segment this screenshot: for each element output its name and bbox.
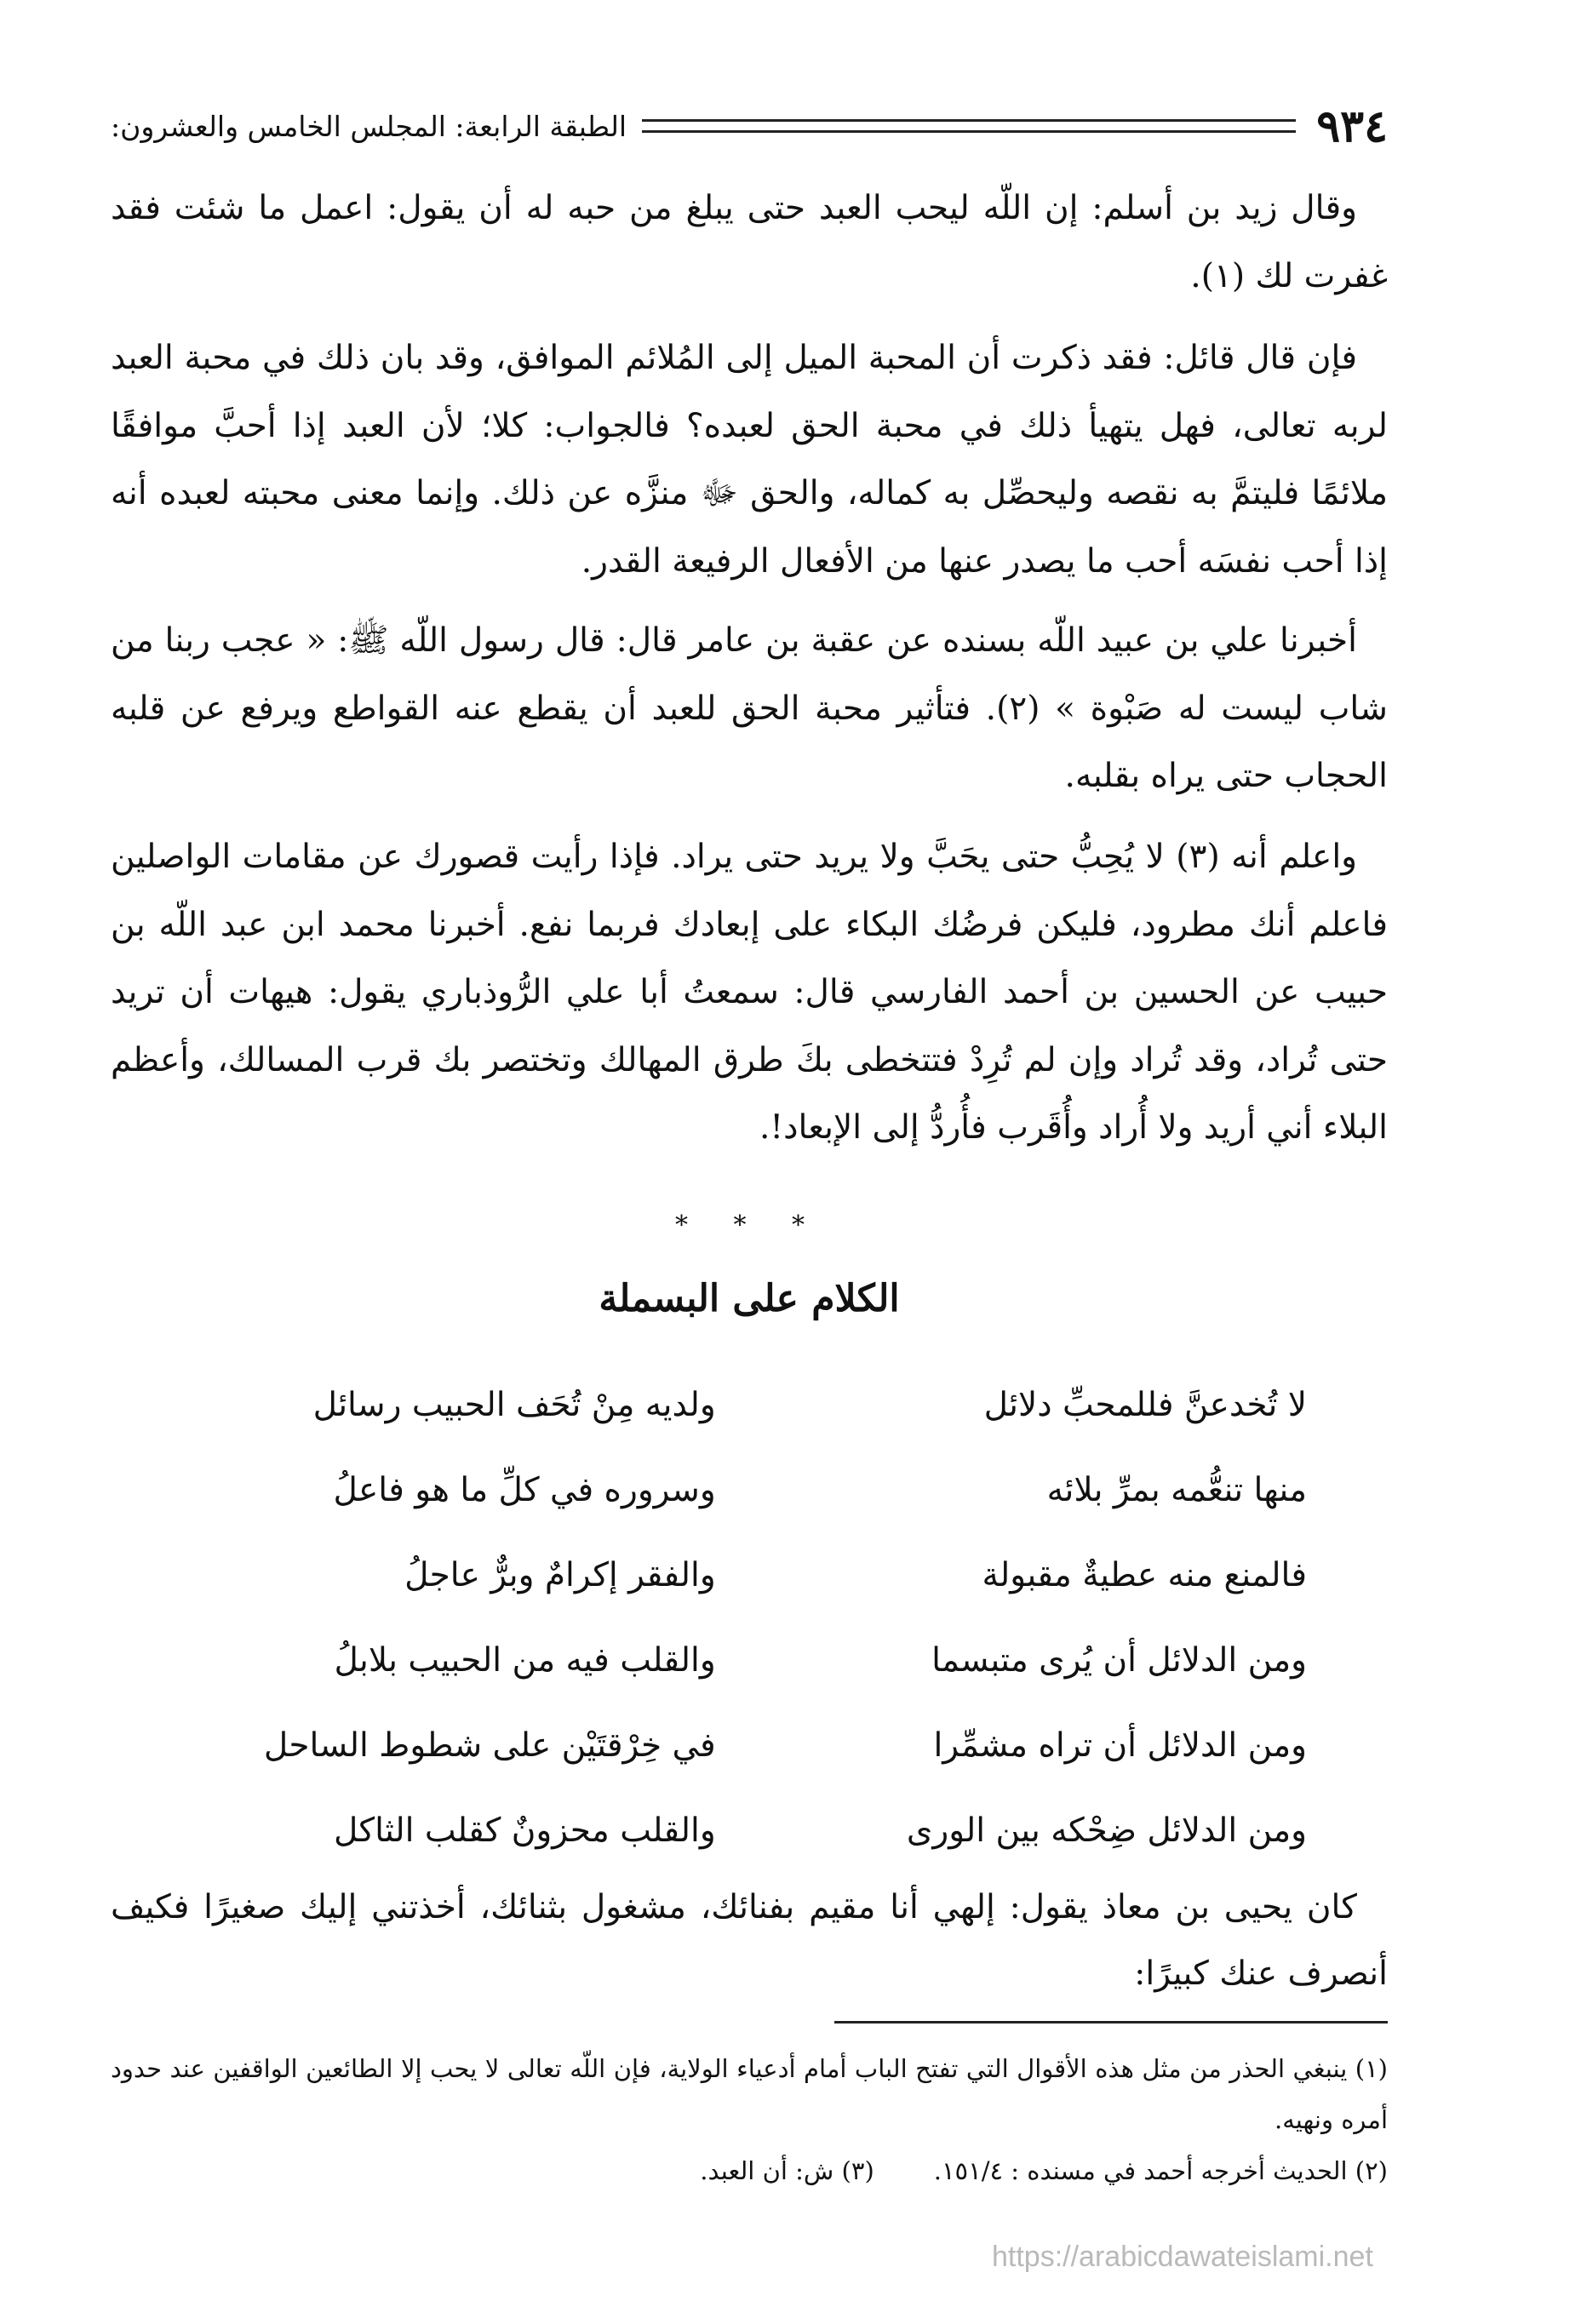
- footnote-row: [111, 2145, 1388, 2196]
- page-number: ٩٣٤: [1316, 100, 1388, 152]
- hemistich-first: منها تنعُّمه بمرِّ بلائه: [1046, 1470, 1307, 1509]
- main-text: [111, 175, 1388, 1230]
- hemistich-first: ومن الدلائل ضِحْكه بين الورى: [906, 1811, 1307, 1850]
- hemistich-second: والقلب فيه من الحبيب بلابلُ: [334, 1640, 716, 1680]
- hemistich-second: والفقر إكرامٌ وبرٌّ عاجلُ: [404, 1555, 716, 1594]
- watermark-url: https://arabicdawateislami.net: [992, 2241, 1373, 2273]
- verse-row: [192, 1617, 1307, 1703]
- section-title: الكلام على البسملة: [599, 1277, 900, 1320]
- hemistich-second: ولديه مِنْ تُحَف الحبيب رسائل: [312, 1385, 716, 1424]
- running-head: الطبقة الرابعة: المجلس الخامس والعشرون:: [111, 109, 627, 143]
- verse-row: [192, 1703, 1307, 1788]
- book-page: [111, 0, 1388, 2324]
- section-separator: * * *: [674, 1211, 824, 1240]
- hemistich-first: ومن الدلائل أن تراه مشمِّرا: [933, 1726, 1307, 1765]
- paragraph: واعلم أنه (٣) لا يُحِبُّ حتى يحَبَّ ولا يريد حتى يراد. فإذا رأيت قصورك عن مقامات الواصلين فاعلم أنك مطرود، فليكن فرضُك البكاء على إبعادك فربما نفع. أخبرنا محمد ابن عبد اللّه بن حبيب عن الحسين بن أحمد الفارسي قال: سمعتُ أبا علي الرُّوذباري يقول: هيهات أن تريد حتى تُراد، وقد تُراد وإن لم تُرِدْ فتتخطى بكَ طرق المهالك وتختصر بك قرب المسالك، وأعظم البلاء أني أريد ولا أُراد وأُقَرب فأُردُّ إلى الإبعاد!.: [111, 838, 1388, 1147]
- verse-row: [192, 1788, 1307, 1873]
- footnote-3: (٣) ش: أن العبد.: [700, 2156, 874, 2185]
- footnote-rule: [834, 2021, 1388, 2023]
- footnotes: [111, 2043, 1388, 2196]
- hemistich-second: وسروره في كلِّ ما هو فاعلُ: [333, 1470, 716, 1509]
- hemistich-first: لا تُخدعنَّ فللمحبِّ دلائل: [983, 1385, 1307, 1424]
- hemistich-second: في خِرْقتَيْن على شطوط الساحل: [263, 1726, 716, 1765]
- paragraph: وقال زيد بن أسلم: إن اللّه ليحب العبد حتى يبلغ من حبه له أن يقول: اعمل ما شئت فقد غفرت لك (١).: [111, 189, 1388, 295]
- hemistich-first: فالمنع منه عطيةٌ مقبولة: [982, 1555, 1307, 1594]
- footnote-1: (١) ينبغي الحذر من مثل هذه الأقوال التي تفتح الباب أمام أدعياء الولاية، فإن اللّه تعالى لا يحب إلا الطائعين الواقفين عند حدود أمره ونهيه.: [111, 2054, 1388, 2134]
- hemistich-first: ومن الدلائل أن يُرى متبسما: [931, 1640, 1307, 1680]
- poem: [192, 1362, 1307, 1873]
- verse-row: [192, 1362, 1307, 1447]
- footnote-2: (٢) الحديث أخرجه أحمد في مسنده : ١٥١/٤.: [933, 2156, 1388, 2185]
- verse-row: [192, 1532, 1307, 1617]
- paragraph: أخبرنا علي بن عبيد اللّه بسنده عن عقبة بن عامر قال: قال رسول اللّه ﷺ: « عجب ربنا من شاب ليست له صَبْوة » (٢). فتأثير محبة الحق للعبد أن يقطع عنه القواطع ويرفع عن قلبه الحجاب حتى يراه بقلبه.: [111, 621, 1388, 795]
- header-double-rule: [642, 119, 1296, 133]
- closing-paragraph: كان يحيى بن معاذ يقول: إلهي أنا مقيم بفنائك، مشغول بثنائك، أخذتني إليك صغيرًا فكيف أنصرف عنك كبيرًا:: [111, 1888, 1388, 1993]
- paragraph: فإن قال قائل: فقد ذكرت أن المحبة الميل إلى المُلائم الموافق، وقد بان ذلك في محبة العبد لربه تعالى، فهل يتهيأ ذلك في محبة الحق لعبده؟ فالجواب: كلا؛ لأن العبد إذا أحبَّ موافقًا ملائمًا فليتمَّ به نقصه وليحصِّل به كماله، والحق ﷻ منزَّه عن ذلك. وإنما معنى محبته لعبده أنه إذا أحب نفسَه أحب ما يصدر عنها من الأفعال الرفيعة القدر.: [111, 339, 1388, 581]
- page-header: [111, 100, 1388, 152]
- verse-row: [192, 1447, 1307, 1532]
- hemistich-second: والقلب محزونٌ كقلب الثاكل: [333, 1811, 716, 1850]
